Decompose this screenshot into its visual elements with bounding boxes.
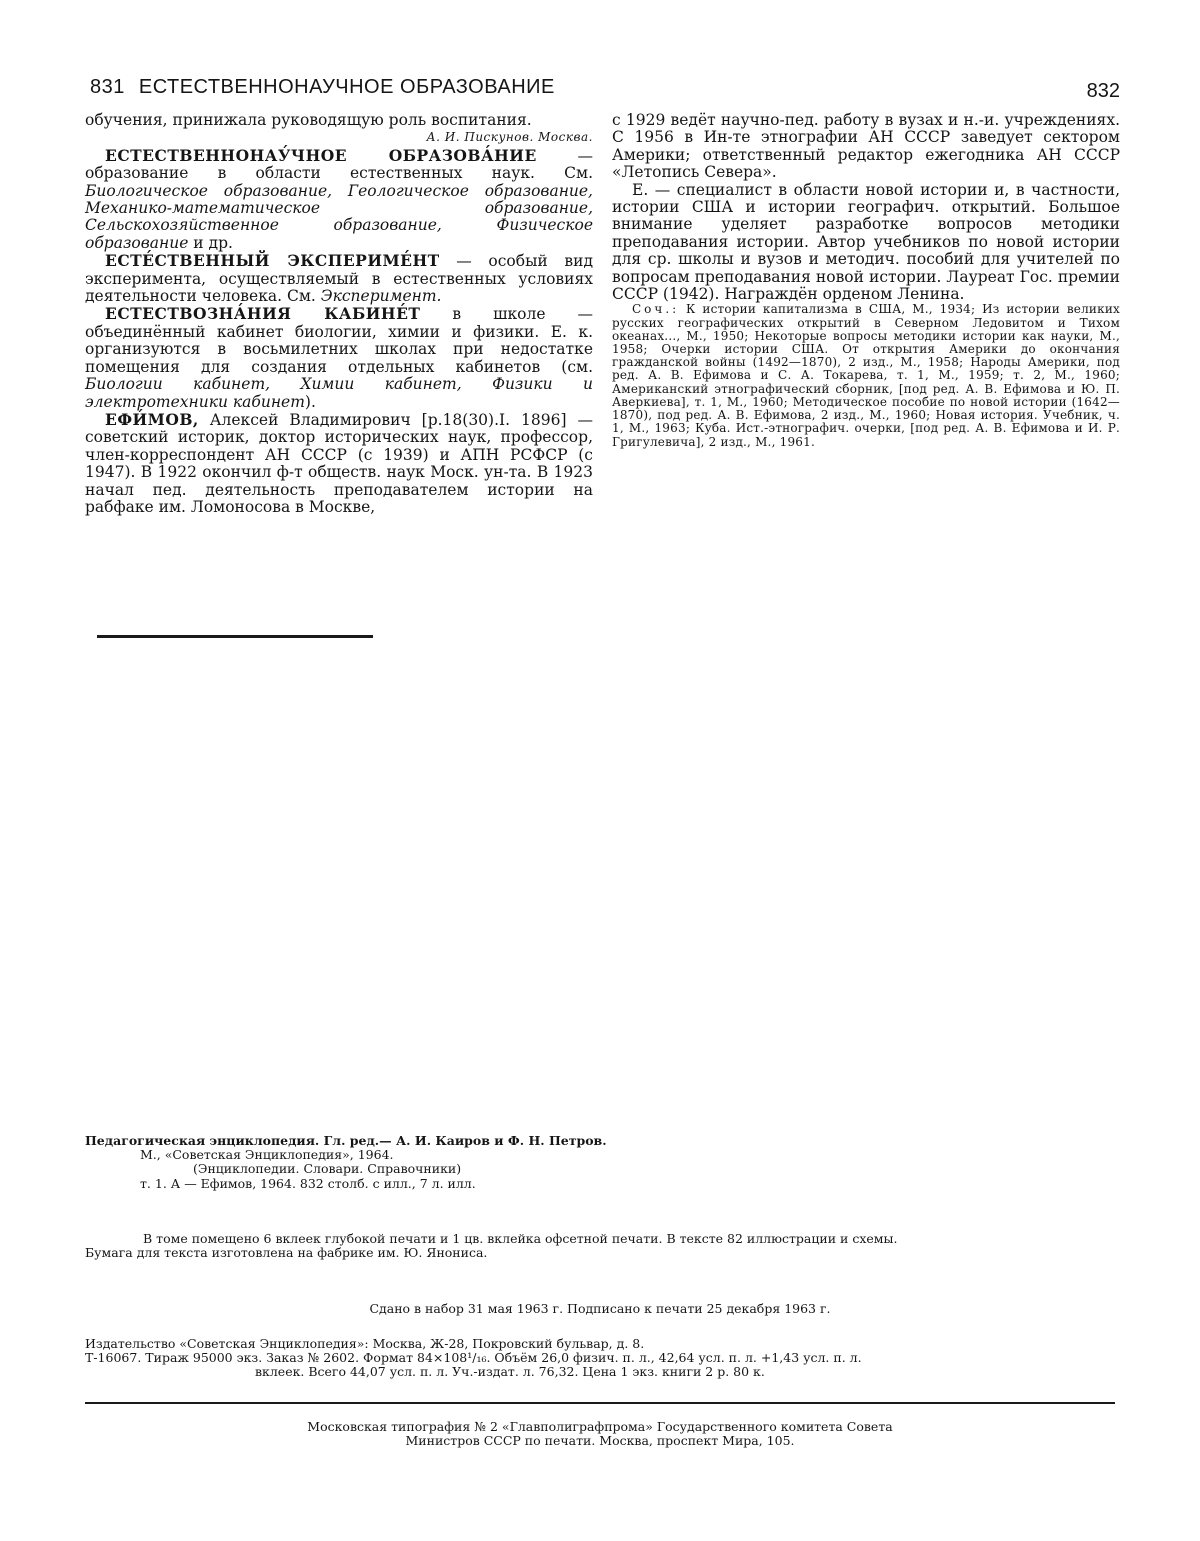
entry-text: и др. bbox=[188, 233, 233, 252]
imprint-dates: Сдано в набор 31 мая 1963 г. Подписано к печати 25 декабря 1963 г. bbox=[369, 1301, 831, 1316]
imprint-series: (Энциклопедии. Словари. Справочники) bbox=[193, 1161, 462, 1177]
paragraph-continuation: обучения, принижала руководящую роль воспитания. bbox=[85, 111, 532, 129]
entry-efimov bbox=[85, 411, 593, 516]
print-specs: Т-16067. Тираж 95000 экз. Заказ № 2602. Формат 84×108¹/₁₆. Объём 26,0 физич. п. л., 42,64 усл. п. л. +1,43 усл. п. л. bbox=[85, 1350, 862, 1366]
running-header bbox=[90, 76, 555, 106]
imprint-line: М., «Советская Энциклопедия», 1964. bbox=[140, 1147, 394, 1163]
running-title: ЕСТЕСТВЕННОНАУЧНОЕ ОБРАЗОВАНИЕ bbox=[138, 76, 555, 98]
entry-science-classroom bbox=[85, 305, 593, 410]
cross-references: Биологическое образование, Геологическое образование, Механико-математическое образование, Сельскохозяйственное образование, Физическое образование bbox=[85, 181, 593, 252]
imprint-title: Педагогическая энциклопедия. Гл. ред.— А. И. Каиров и Ф. Н. Петров. bbox=[85, 1133, 607, 1148]
paragraph-specialization: Е. — специалист в области новой истории и, в частности, истории США и истории географич. открытий. Большое внимание уделяет разработке вопросов методики преподавания истории. Автор учебников по новой истории для ср. школы и вузов и методич. пособий для учителей по вопросам преподавания новой истории. Лауреат Гос. премии СССР (1942). Награждён орденом Ленина. bbox=[612, 180, 1120, 304]
left-page-number: 831 bbox=[90, 76, 125, 98]
cross-references: Эксперимент. bbox=[320, 287, 442, 306]
entry-headword: ЕФИ́МОВ, bbox=[105, 409, 199, 429]
imprint-notes bbox=[85, 1232, 1115, 1260]
entry-text: — особый вид эксперимента, осуществляемый в естественных условиях деятельности человека. См. bbox=[85, 252, 593, 306]
paragraph-continuation: с 1929 ведёт научно-пед. работу в вузах и н.-и. учреждениях. С 1956 в Ин-те этнографии АН СССР заведует сектором Америки; ответственный редактор ежегодника АН СССР «Летопись Севера». bbox=[612, 111, 1120, 182]
imprint-volume: т. 1. А — Ефимов, 1964. 832 столб. с илл., 7 л. илл. bbox=[140, 1175, 476, 1191]
entry-text: Алексей Владимирович [р.18(30).I. 1896] — советский историк, доктор исторических наук, профессор, член-корреспондент АН СССР (с 1939) и АПН РСФСР (с 1947). В 1922 окончил ф-т обществ. наук Моск. ун-та. В 1923 начал пед. деятельность преподавателем истории на рабфаке им. Ломоносова в Москве, bbox=[85, 410, 593, 516]
entry-natural-science-education bbox=[85, 147, 593, 252]
entry-natural-experiment bbox=[85, 252, 593, 305]
imprint-rule bbox=[85, 1402, 1115, 1404]
left-column bbox=[85, 112, 593, 516]
entry-headword: ЕСТЕ́СТВЕННЫЙ ЭКСПЕРИМЕ́НТ bbox=[105, 251, 440, 271]
works-label: Соч.: bbox=[632, 302, 680, 317]
entry-text: в школе — объединённый кабинет биологии, химии и физики. Е. к. организуются в восьмилетних школах при недостатке помещения для создания отдельных кабинетов (см. bbox=[85, 305, 593, 376]
note-paper: Бумага для текста изготовлена на фабрике им. Ю. Янониса. bbox=[85, 1245, 488, 1261]
imprint-block bbox=[85, 1134, 1115, 1191]
end-rule bbox=[97, 635, 373, 638]
entry-text: — образование в области естественных наук. См. bbox=[85, 146, 593, 183]
cross-references: Биологии кабинет, Химии кабинет, Физики и электротехники кабинет bbox=[85, 375, 593, 411]
imprint-publisher-block bbox=[85, 1337, 1115, 1380]
note-insertions: В томе помещено 6 вклеек глубокой печати и 1 цв. вклейка офсетной печати. В тексте 82 иллюстрации и схемы. bbox=[143, 1231, 898, 1246]
works-text: К истории капитализма в США, М., 1934; Из истории великих русских географических открытий в Северном Ледовитом и Тихом океанах..., М., 1950; Некоторые вопросы методики истории как науки, М., 1958; Очерки истории США. От открытия Америки до окончания гражданской войны (1492—1870), 2 изд., М., 1958; Народы Америки, под ред. А. В. Ефимова и С. А. Токарева, т. 1, М., 1959; т. 2, М., 1960; Американский этнографический сборник, [под ред. А. В. Ефимова и Ю. П. Аверкиева], т. 1, М., 1960; Методическое пособие по новой истории (1642—1870), под ред. А. В. Ефимова, 2 изд., М., 1960; Новая история. Учебник, ч. 1, М., 1963; Куба. Ист.-этнографич. очерки, [под ред. А. В. Ефимова и И. Р. Григулевича], 2 изд., М., 1961. bbox=[612, 302, 1120, 449]
printer-block bbox=[85, 1420, 1115, 1448]
right-column bbox=[612, 112, 1120, 449]
author-signature: А. И. Пискунов. Москва. bbox=[426, 130, 593, 145]
entry-headword: ЕСТЕСТВЕННОНАУ́ЧНОЕ ОБРАЗОВА́НИЕ bbox=[105, 145, 537, 165]
right-page-number: 832 bbox=[1086, 80, 1120, 102]
printer-line: Московская типография № 2 «Главполиграфпрома» Государственного комитета Совета bbox=[307, 1419, 893, 1434]
entry-headword: ЕСТЕСТВОЗНА́НИЯ КАБИНЕ́Т bbox=[105, 304, 421, 324]
works-list bbox=[612, 303, 1120, 448]
printer-line: Министров СССР по печати. Москва, проспект Мира, 105. bbox=[405, 1433, 795, 1449]
print-specs-cont: вклеек. Всего 44,07 усл. п. л. Уч.-издат. л. 76,32. Цена 1 экз. книги 2 р. 80 к. bbox=[255, 1364, 765, 1380]
entry-text: ). bbox=[304, 392, 316, 411]
publisher-address: Издательство «Советская Энциклопедия»: Москва, Ж-28, Покровский бульвар, д. 8. bbox=[85, 1336, 645, 1351]
